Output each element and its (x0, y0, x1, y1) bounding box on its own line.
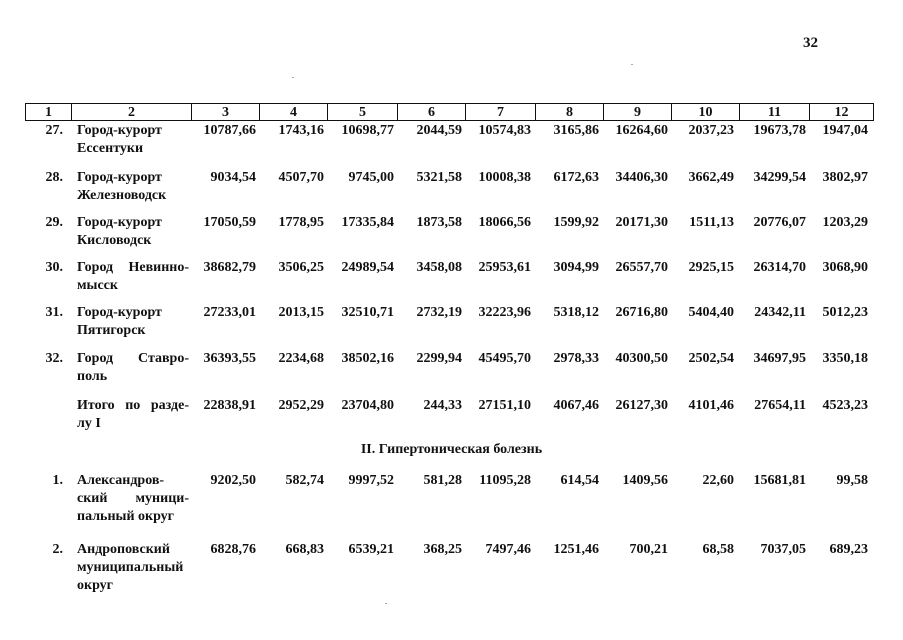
cell-value: 19673,78 (753, 123, 806, 138)
cell-value: 668,83 (285, 542, 324, 557)
cell-value: 26716,80 (615, 305, 668, 320)
cell-value: 99,58 (836, 473, 868, 488)
cell-value: 23704,80 (341, 398, 394, 413)
cell-value: 1778,95 (278, 215, 324, 230)
cell-value: 4507,70 (278, 170, 324, 185)
cell-value: 18066,56 (478, 215, 531, 230)
cell-value: 581,28 (423, 473, 462, 488)
cell-value: 1599,92 (553, 215, 599, 230)
scan-speck (385, 603, 387, 604)
row-name-line: Ессентуки (77, 141, 144, 156)
cell-value: 3458,08 (416, 260, 462, 275)
cell-value: 7497,46 (485, 542, 531, 557)
column-header: 10 (672, 104, 740, 121)
cell-value: 11095,28 (479, 473, 531, 488)
row-name-line: Кисловодск (77, 233, 152, 248)
row-number: 29. (45, 215, 63, 230)
row-name (77, 472, 189, 526)
row-number: 27. (45, 123, 63, 138)
cell-value: 25953,61 (478, 260, 531, 275)
row-number: 28. (45, 170, 63, 185)
column-header: 8 (536, 104, 604, 121)
section-title: II. Гипертоническая болезнь (360, 442, 543, 457)
cell-value: 32510,71 (341, 305, 394, 320)
cell-value: 17335,84 (341, 215, 394, 230)
cell-value: 17050,59 (203, 215, 256, 230)
cell-value: 1409,56 (622, 473, 668, 488)
cell-value: 1743,16 (278, 123, 324, 138)
row-name (77, 541, 189, 595)
cell-value: 27151,10 (478, 398, 531, 413)
cell-value: 2732,19 (416, 305, 462, 320)
row-name (77, 169, 189, 205)
row-name-line: Город-курорт (77, 215, 162, 230)
cell-value: 45495,70 (478, 351, 531, 366)
cell-value: 5318,12 (553, 305, 599, 320)
cell-value: 582,74 (285, 473, 324, 488)
cell-value: 10698,77 (341, 123, 394, 138)
cell-value: 2299,94 (416, 351, 462, 366)
row-name-line: Город-курорт (77, 170, 162, 185)
cell-value: 10008,38 (478, 170, 531, 185)
cell-value: 26127,30 (615, 398, 668, 413)
cell-value: 20171,30 (615, 215, 668, 230)
scan-speck (292, 77, 294, 78)
cell-value: 22,60 (702, 473, 734, 488)
cell-value: 6539,21 (348, 542, 394, 557)
row-name (77, 122, 189, 158)
cell-value: 1511,13 (689, 215, 734, 230)
cell-value: 7037,05 (760, 542, 806, 557)
row-number: 2. (52, 542, 63, 557)
cell-value: 4101,46 (688, 398, 734, 413)
cell-value: 2013,15 (278, 305, 324, 320)
scan-speck (631, 64, 633, 65)
row-name-line: Железноводск (77, 188, 167, 203)
cell-value: 2037,23 (688, 123, 734, 138)
cell-value: 244,33 (423, 398, 462, 413)
cell-value: 1947,04 (822, 123, 868, 138)
cell-value: 36393,55 (203, 351, 256, 366)
cell-value: 9997,52 (348, 473, 394, 488)
row-name (77, 259, 189, 295)
cell-value: 38502,16 (341, 351, 394, 366)
cell-value: 1203,29 (822, 215, 868, 230)
cell-value: 27233,01 (203, 305, 256, 320)
cell-value: 689,23 (829, 542, 868, 557)
cell-value: 9034,54 (210, 170, 256, 185)
cell-value: 34406,30 (615, 170, 668, 185)
row-name-line: лу I (77, 416, 101, 431)
row-name-line: Город-курорт (77, 123, 162, 138)
cell-value: 68,58 (702, 542, 734, 557)
cell-value: 3094,99 (553, 260, 599, 275)
cell-value: 2502,54 (688, 351, 734, 366)
cell-value: 10574,83 (478, 123, 531, 138)
row-name-line: Пятигорск (77, 323, 146, 338)
cell-value: 5321,58 (416, 170, 462, 185)
column-header-row (25, 103, 874, 121)
cell-value: 6828,76 (210, 542, 256, 557)
column-header: 7 (466, 104, 536, 121)
cell-value: 4067,46 (553, 398, 599, 413)
row-number: 32. (45, 351, 63, 366)
cell-value: 5012,23 (822, 305, 868, 320)
cell-value: 1251,46 (553, 542, 599, 557)
row-name-line: пальный округ (77, 509, 175, 524)
cell-value: 34697,95 (753, 351, 806, 366)
column-header: 9 (604, 104, 672, 121)
cell-value: 6172,63 (553, 170, 599, 185)
cell-value: 2925,15 (688, 260, 734, 275)
column-header: 11 (740, 104, 810, 121)
cell-value: 9202,50 (210, 473, 256, 488)
row-number: 31. (45, 305, 63, 320)
row-name-line: муниципальный (77, 560, 184, 575)
row-name-line: округ (77, 578, 114, 593)
row-name (77, 350, 189, 386)
cell-value: 368,25 (423, 542, 462, 557)
cell-value: 26557,70 (615, 260, 668, 275)
row-name-line: Итого по разде- (77, 398, 189, 413)
column-header: 3 (192, 104, 260, 121)
cell-value: 32223,96 (478, 305, 531, 320)
cell-value: 3350,18 (822, 351, 868, 366)
row-number: 1. (52, 473, 63, 488)
row-name (77, 214, 189, 250)
column-header: 4 (260, 104, 328, 121)
row-name-line: ский муници- (77, 491, 189, 506)
cell-value: 40300,50 (615, 351, 668, 366)
page-number: 32 (803, 35, 818, 51)
cell-value: 4523,23 (822, 398, 868, 413)
column-header: 12 (810, 104, 874, 121)
row-name-line: Город Ставро- (77, 351, 189, 366)
cell-value: 27654,11 (754, 398, 806, 413)
row-name-line: поль (77, 369, 108, 384)
column-header: 5 (328, 104, 398, 121)
cell-value: 9745,00 (348, 170, 394, 185)
cell-value: 2234,68 (278, 351, 324, 366)
cell-value: 3802,97 (822, 170, 868, 185)
cell-value: 34299,54 (753, 170, 806, 185)
cell-value: 2044,59 (416, 123, 462, 138)
cell-value: 614,54 (560, 473, 599, 488)
cell-value: 1873,58 (416, 215, 462, 230)
cell-value: 38682,79 (203, 260, 256, 275)
cell-value: 24342,11 (754, 305, 806, 320)
cell-value: 16264,60 (615, 123, 668, 138)
row-name-line: Андроповский (77, 542, 170, 557)
cell-value: 3662,49 (688, 170, 734, 185)
row-name-line: Александров- (77, 473, 165, 488)
cell-value: 26314,70 (753, 260, 806, 275)
cell-value: 3165,86 (553, 123, 599, 138)
cell-value: 24989,54 (341, 260, 394, 275)
cell-value: 2978,33 (553, 351, 599, 366)
row-name-line: Город Невинно- (77, 260, 189, 275)
cell-value: 22838,91 (203, 398, 256, 413)
cell-value: 5404,40 (688, 305, 734, 320)
row-name (77, 304, 189, 340)
cell-value: 700,21 (629, 542, 668, 557)
row-number: 30. (45, 260, 63, 275)
cell-value: 3068,90 (822, 260, 868, 275)
cell-value: 20776,07 (753, 215, 806, 230)
row-name (77, 397, 189, 433)
row-name-line: мысск (77, 278, 118, 293)
column-header: 2 (72, 104, 192, 121)
cell-value: 2952,29 (278, 398, 324, 413)
row-name-line: Город-курорт (77, 305, 162, 320)
cell-value: 3506,25 (278, 260, 324, 275)
cell-value: 10787,66 (203, 123, 256, 138)
cell-value: 15681,81 (753, 473, 806, 488)
column-header: 1 (26, 104, 72, 121)
column-header: 6 (398, 104, 466, 121)
